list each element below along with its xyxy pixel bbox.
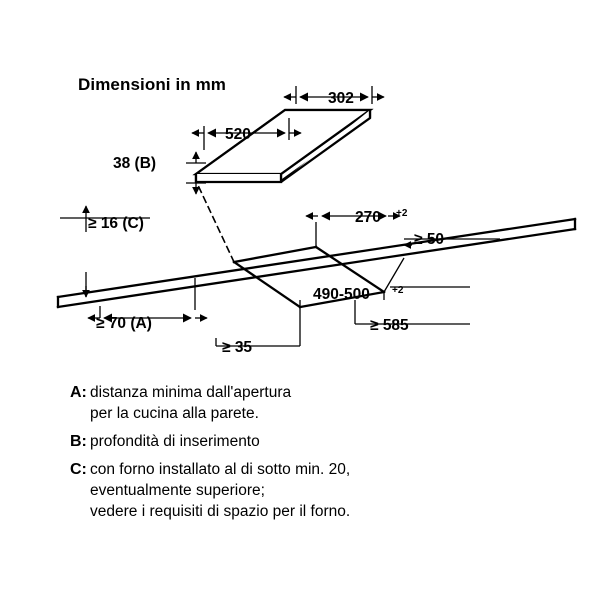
dim-label-302: 302 <box>328 90 354 107</box>
legend-text-c-line3: vedere i requisiti di spazio per il forno. <box>90 503 351 520</box>
legend-key-b: B: <box>70 433 87 450</box>
legend-key-a: A: <box>70 384 87 401</box>
dim-label-38-b: 38 (B) <box>113 155 157 172</box>
dim-label-min-16-c: ≥ 16 (C) <box>88 215 144 232</box>
dim-label-min-50: ≥ 50 <box>414 231 445 248</box>
legend-text-a-line1: distanza minima dall'apertura <box>90 384 292 401</box>
legend-key-c: C: <box>70 461 87 478</box>
legend-text-a-line2: per la cucina alla parete. <box>90 405 259 422</box>
legend-text-b-line1: profondità di inserimento <box>90 433 260 450</box>
dim-sup-270: +2 <box>396 208 408 219</box>
dim-label-min-585: ≥ 585 <box>370 317 409 334</box>
legend-text-c-line1: con forno installato al di sotto min. 20, <box>90 461 351 478</box>
dim-sup-490-500: +2 <box>392 285 404 296</box>
dim-label-490-500: 490-500 <box>313 286 370 303</box>
legend-text-c-line2: eventualmente superiore; <box>90 482 265 499</box>
dim-label-270: 270 <box>355 209 381 226</box>
dim-label-min-35: ≥ 35 <box>222 339 253 356</box>
dim-label-min-70-a: ≥ 70 (A) <box>96 315 152 332</box>
legend <box>70 382 570 522</box>
legend-item-a <box>70 382 570 424</box>
diagram-title: Dimensioni in mm <box>78 75 227 94</box>
legend-item-c <box>70 459 570 522</box>
dim-label-520: 520 <box>225 126 251 143</box>
legend-item-b <box>70 431 570 452</box>
